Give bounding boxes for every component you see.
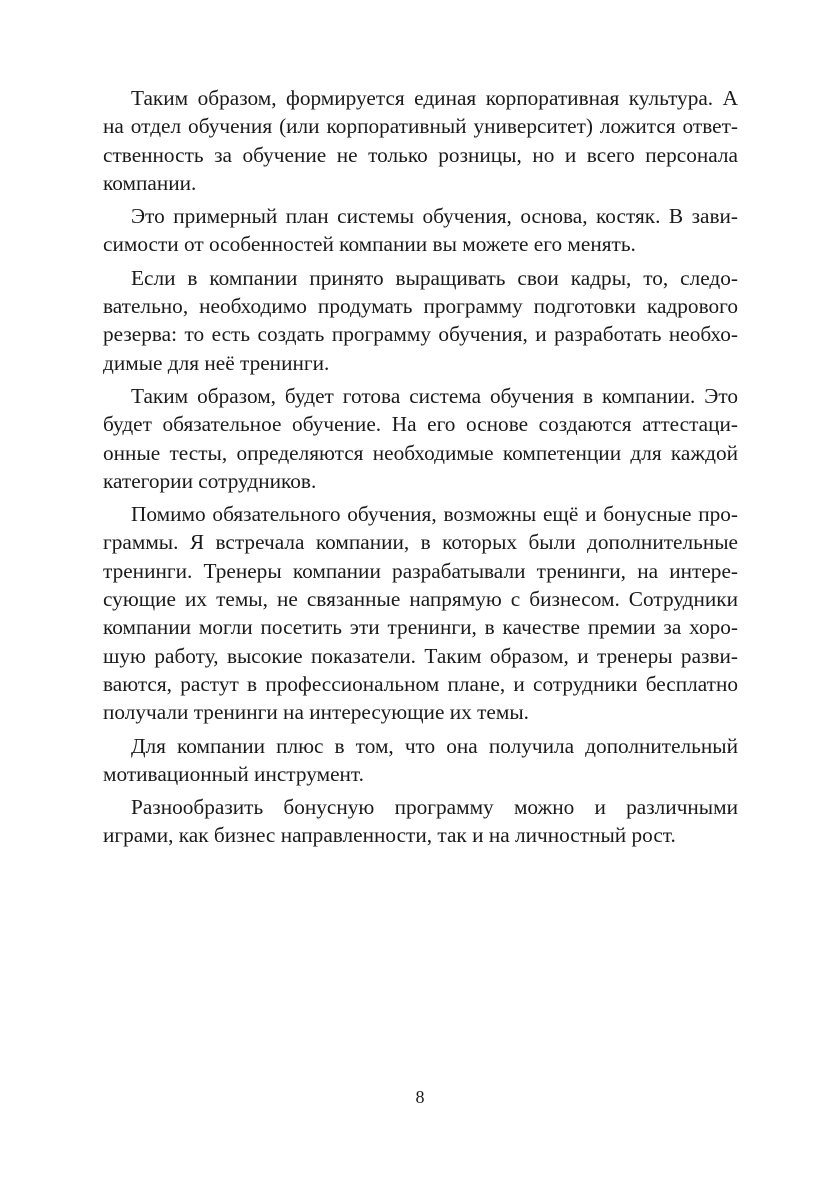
paragraph-3: Если в компании принято выращивать свои кадры, то, следовательно, необходимо продумать программу подготовки кадрового резерва: то есть создать программу обучения, и разработать необходимые для неё тренинги. bbox=[103, 265, 738, 375]
body-text bbox=[103, 84, 738, 855]
paragraph-6: Для компании плюс в том, что она получила дополнительный мотивационный инструмент. bbox=[103, 733, 738, 786]
paragraph-5: Помимо обязательного обучения, возможны ещё и бонусные программы. Я встречала компании, в которых были дополнительные тренинги. Тренеры компании разрабатывали тренинги, на интересующие их темы, не связанные напрямую с бизнесом. Сотрудники компании могли посетить эти тренинги, в качестве премии за хорошую работу, высокие показатели. Таким образом, и тренеры развиваются, растут в профессиональном плане, и сотрудники бесплатно получали тренинги на интересующие их темы. bbox=[103, 502, 738, 725]
paragraph-1: Таким образом, формируется единая корпоративная культура. А на отдел обучения (или корпоративный университет) ложится ответственность за обучение не только розницы, но и всего персонала компании. bbox=[103, 86, 738, 195]
paragraph-4: Таким образом, будет готова система обучения в компании. Это будет обязательное обучение. На его основе создаются аттестационные тесты, определяются необходимые компетенции для каждой категории сотрудников. bbox=[103, 383, 738, 493]
paragraph-7: Разнообразить бонусную программу можно и различными играми, как бизнес направленности, так и на личностный рост. bbox=[103, 795, 738, 848]
paragraph-2: Это примерный план системы обучения, основа, костяк. В зависимости от особенностей компании вы можете его менять. bbox=[103, 204, 738, 257]
page-number: 8 bbox=[415, 1087, 425, 1107]
